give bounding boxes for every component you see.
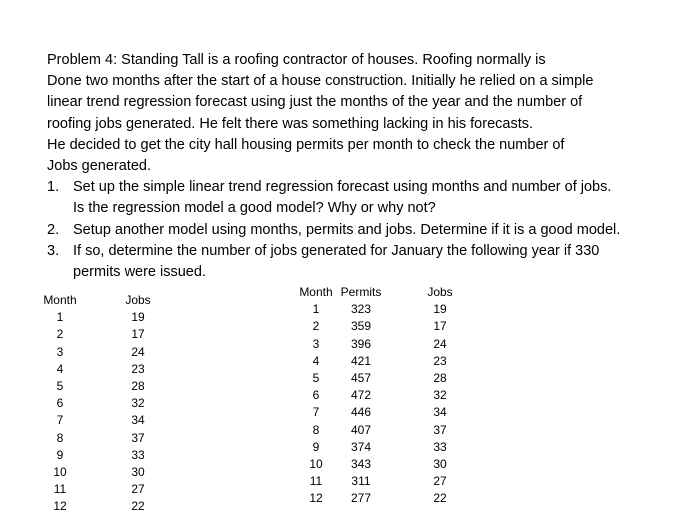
- table-row: [297, 387, 458, 404]
- table-cell: 34: [433, 405, 447, 420]
- table-cell: 311: [351, 474, 371, 489]
- column-header-month: Month: [43, 293, 77, 307]
- table-row: [38, 309, 157, 326]
- column-header-jobs: Jobs: [125, 293, 151, 307]
- table-cell: 33: [131, 447, 145, 462]
- problem-line: Jobs generated.: [47, 158, 151, 175]
- table-row: [38, 447, 157, 464]
- table-cell: 446: [350, 405, 372, 420]
- table-row: [38, 395, 157, 412]
- table-cell: 10: [309, 457, 323, 472]
- question-line: Set up the simple linear trend regression forecast using months and number of jobs.: [73, 179, 612, 196]
- months-permits-jobs-table: [297, 284, 458, 508]
- table-cell: 32: [131, 396, 145, 411]
- table-cell: 30: [131, 465, 145, 480]
- table-cell: 396: [350, 336, 372, 351]
- table-row: [297, 318, 458, 335]
- table-cell: 37: [433, 422, 447, 437]
- table-cell: 5: [312, 371, 320, 386]
- table-cell: 34: [131, 413, 145, 428]
- question-line: Is the regression model a good model? Why or why not?: [73, 200, 436, 217]
- table-cell: 37: [131, 430, 145, 445]
- table-row: [38, 344, 157, 361]
- table-cell: 2: [312, 319, 320, 334]
- table-cell: 1: [56, 310, 64, 325]
- table-cell: 12: [53, 499, 67, 514]
- question-number: 3.: [47, 242, 60, 259]
- problem-line: roofing jobs generated. He felt there was something lacking in his forecasts.: [47, 115, 534, 132]
- table-cell: 22: [131, 499, 145, 514]
- table-row: [297, 422, 458, 439]
- months-jobs-table: [38, 292, 157, 516]
- table-cell: 343: [350, 457, 372, 472]
- table-row: [297, 336, 458, 353]
- table-cell: 7: [56, 413, 64, 428]
- table-header-row: [297, 284, 458, 301]
- table-cell: 33: [433, 439, 447, 454]
- table-cell: 28: [433, 371, 447, 386]
- question-item: [47, 241, 687, 283]
- table-row: [297, 301, 458, 318]
- table-cell: 277: [350, 491, 372, 506]
- table-cell: 4: [312, 353, 320, 368]
- table-row: [38, 361, 157, 378]
- table-row: [297, 490, 458, 507]
- problem-line: Problem 4: Standing Tall is a roofing contractor of houses. Roofing normally is: [47, 52, 546, 68]
- column-header-month: Month: [299, 285, 333, 299]
- table-cell: 5: [56, 379, 64, 394]
- table-row: [297, 473, 458, 490]
- table-cell: 30: [433, 457, 447, 472]
- problem-line: linear trend regression forecast using just the months of the year and the number of: [47, 94, 583, 111]
- column-header-permits: Permits: [340, 285, 382, 299]
- table-cell: 23: [433, 353, 447, 368]
- question-item: [47, 177, 687, 219]
- table-row: [297, 404, 458, 421]
- table-header-row: [38, 292, 157, 309]
- table-cell: 10: [53, 465, 67, 480]
- table-row: [38, 378, 157, 395]
- column-header-jobs: Jobs: [427, 285, 453, 299]
- table-row: [297, 353, 458, 370]
- table-cell: 11: [309, 474, 323, 489]
- table-cell: 17: [131, 327, 145, 342]
- table-cell: 8: [56, 430, 64, 445]
- table-cell: 323: [350, 302, 372, 317]
- table-cell: 27: [433, 474, 447, 489]
- table-cell: 9: [56, 447, 64, 462]
- table-cell: 19: [131, 310, 145, 325]
- table-row: [38, 326, 157, 343]
- table-cell: 6: [312, 388, 320, 403]
- table-cell: 472: [350, 388, 372, 403]
- problem-line: He decided to get the city hall housing permits per month to check the number of: [47, 136, 565, 153]
- table-cell: 12: [309, 491, 323, 506]
- problem-statement: [47, 50, 687, 283]
- table-cell: 24: [131, 344, 145, 359]
- table-row: [38, 481, 157, 498]
- table-cell: 27: [131, 482, 145, 497]
- table-cell: 4: [56, 361, 64, 376]
- table-cell: 28: [131, 379, 145, 394]
- table-cell: 421: [350, 353, 372, 368]
- table-cell: 32: [433, 388, 447, 403]
- question-item: [47, 220, 687, 241]
- table-row: [38, 412, 157, 429]
- table-cell: 359: [350, 319, 372, 334]
- table-cell: 19: [433, 302, 447, 317]
- table-cell: 24: [433, 336, 447, 351]
- question-line: Setup another model using months, permits and jobs. Determine if it is a good model.: [73, 221, 621, 238]
- table-row: [38, 430, 157, 447]
- question-list: [47, 177, 687, 283]
- table-row: [38, 498, 157, 515]
- question-number: 1.: [47, 179, 60, 196]
- table-cell: 22: [433, 491, 447, 506]
- table-cell: 407: [350, 422, 372, 437]
- table-cell: 1: [312, 302, 320, 317]
- table-row: [297, 439, 458, 456]
- table-cell: 3: [312, 336, 320, 351]
- table-cell: 11: [53, 482, 67, 497]
- table-cell: 23: [131, 361, 145, 376]
- table-cell: 6: [56, 396, 64, 411]
- question-line: permits were issued.: [73, 264, 206, 281]
- table-cell: 3: [56, 344, 64, 359]
- table-cell: 9: [312, 439, 320, 454]
- question-line: If so, determine the number of jobs generated for January the following year if 330: [73, 242, 600, 259]
- table-cell: 7: [312, 405, 320, 420]
- table-cell: 17: [433, 319, 447, 334]
- table-cell: 374: [350, 439, 372, 454]
- problem-line: Done two months after the start of a house construction. Initially he relied on a simple: [47, 73, 594, 90]
- table-row: [297, 370, 458, 387]
- table-cell: 457: [350, 371, 372, 386]
- question-number: 2.: [47, 221, 60, 238]
- table-row: [297, 456, 458, 473]
- table-cell: 2: [56, 327, 64, 342]
- table-row: [38, 464, 157, 481]
- table-cell: 8: [312, 422, 320, 437]
